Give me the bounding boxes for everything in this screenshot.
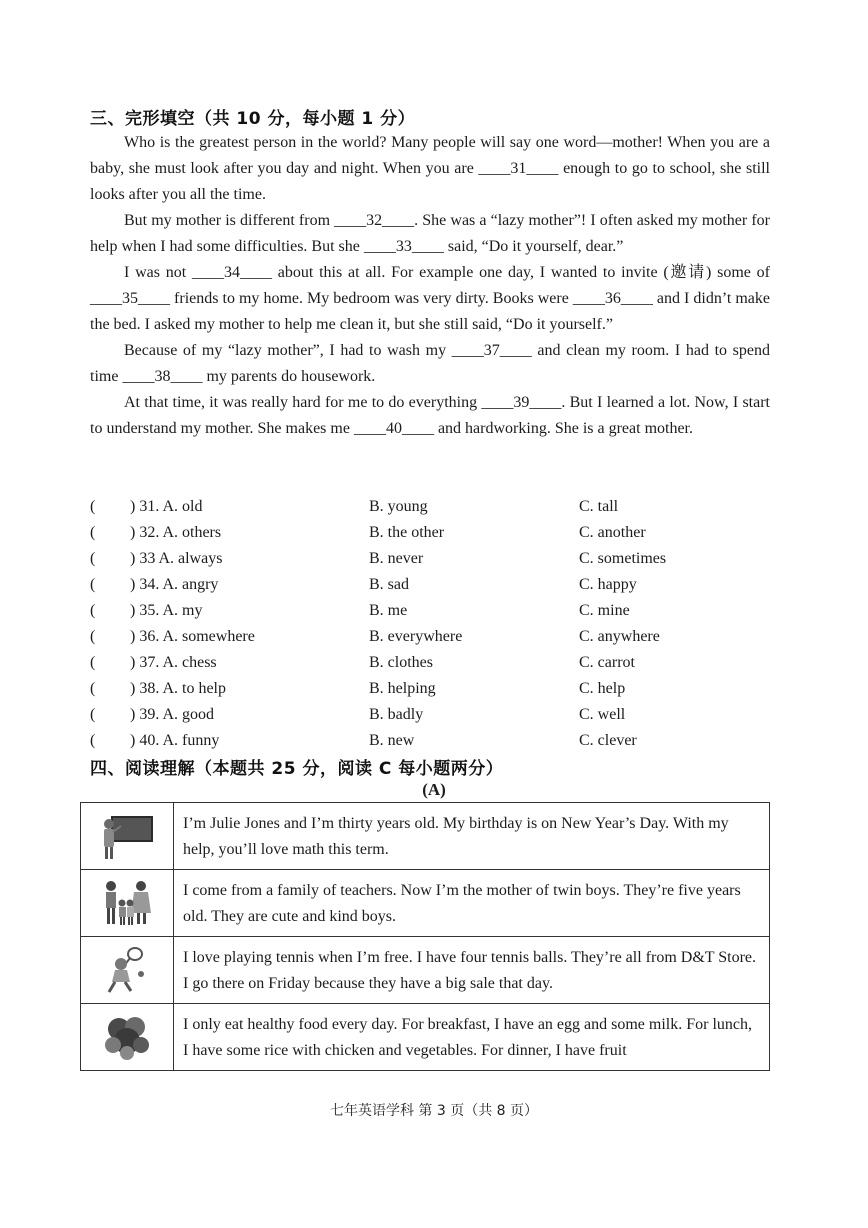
option-c: C. carrot xyxy=(579,654,635,671)
option-row xyxy=(90,702,790,728)
answer-paren: ( xyxy=(90,654,96,671)
option-b: B. the other xyxy=(369,524,445,541)
option-row xyxy=(90,676,790,702)
option-a: ) 37. A. chess xyxy=(130,654,217,671)
tennis-girl-icon xyxy=(97,961,157,978)
answer-paren: ( xyxy=(90,576,96,593)
answer-paren: ( xyxy=(90,706,96,723)
row-text: I love playing tennis when I’m free. I have four tennis balls. They’re all from D&T Store. I go there on Friday because they have a big sale that day. xyxy=(174,937,770,1004)
option-row xyxy=(90,520,790,546)
option-b: B. sad xyxy=(369,576,409,593)
page-footer: 七年英语学科 第 3 页（共 8 页） xyxy=(329,1103,539,1119)
row-text: I only eat healthy food every day. For breakfast, I have an egg and some milk. For lunch, I have some rice with chicken and vegetables. For dinner, I have fruit xyxy=(174,1004,770,1071)
option-a: ) 33 A. always xyxy=(130,550,223,567)
section-3-title: 三、完形填空（共 10 分，每小题 1 分） xyxy=(90,109,416,129)
passage-paragraph-2: But my mother is different from ____32____. She was a “lazy mother”! I often asked my mother for help when I had some difficulties. But she ____33____ said, “Do it yourself, dear.” xyxy=(90,212,770,255)
table-row xyxy=(81,1004,770,1071)
option-c: C. sometimes xyxy=(579,550,667,567)
option-b: B. me xyxy=(369,602,408,619)
answer-paren: ( xyxy=(90,550,96,567)
option-a: ) 38. A. to help xyxy=(130,680,226,697)
option-c: C. clever xyxy=(579,732,637,749)
passage-paragraph-3: I was not ____34____ about this at all. For example one day, I wanted to invite (邀请) some of ____35____ friends to my home. My bedroom was very dirty. Books were ____36____ and I didn’t make the bed. I asked my mother to help me clean it, but she still said, “Do it yourself.” xyxy=(90,264,770,333)
cloze-passage xyxy=(90,130,770,442)
option-b: B. helping xyxy=(369,680,436,697)
table-row xyxy=(81,870,770,937)
option-row xyxy=(90,650,790,676)
option-a: ) 39. A. good xyxy=(130,706,214,723)
option-row xyxy=(90,624,790,650)
answer-paren: ( xyxy=(90,602,96,619)
table-row xyxy=(81,803,770,870)
section-4-title: 四、阅读理解（本题共 25 分，阅读 C 每小题两分） xyxy=(90,759,504,779)
option-c: C. another xyxy=(579,524,646,541)
passage-a-title: (A) xyxy=(422,780,446,799)
option-b: B. never xyxy=(369,550,424,567)
reading-table xyxy=(80,802,770,1071)
answer-paren: ( xyxy=(90,524,96,541)
option-b: B. badly xyxy=(369,706,424,723)
answer-paren: ( xyxy=(90,732,96,749)
option-a: ) 34. A. angry xyxy=(130,576,219,593)
family-icon xyxy=(97,894,157,911)
passage-paragraph-5: At that time, it was really hard for me to do everything ____39____. But I learned a lot. Now, I start to understand my mother. She makes me ____40____ and hardworking. She is a great mother. xyxy=(90,394,770,437)
option-c: C. mine xyxy=(579,602,630,619)
answer-paren: ( xyxy=(90,498,96,515)
table-row xyxy=(81,937,770,1004)
option-c: C. help xyxy=(579,680,626,697)
option-b: B. everywhere xyxy=(369,628,463,645)
option-c: C. well xyxy=(579,706,626,723)
option-a: ) 35. A. my xyxy=(130,602,203,619)
row-text: I’m Julie Jones and I’m thirty years old. My birthday is on New Year’s Day. With my help, you’ll love math this term. xyxy=(174,803,770,870)
healthy-food-icon xyxy=(97,1028,157,1045)
option-b: B. clothes xyxy=(369,654,433,671)
option-row xyxy=(90,494,790,520)
option-a: ) 31. A. old xyxy=(130,498,203,515)
option-a: ) 40. A. funny xyxy=(130,732,220,749)
option-c: C. tall xyxy=(579,498,619,515)
option-row xyxy=(90,572,790,598)
option-row xyxy=(90,598,790,624)
option-row xyxy=(90,728,790,754)
option-a: ) 36. A. somewhere xyxy=(130,628,255,645)
passage-paragraph-4: Because of my “lazy mother”, I had to wash my ____37____ and clean my room. I had to spend time ____38____ my parents do housework. xyxy=(90,342,770,385)
option-b: B. young xyxy=(369,498,428,515)
answer-paren: ( xyxy=(90,680,96,697)
option-c: C. anywhere xyxy=(579,628,660,645)
option-b: B. new xyxy=(369,732,415,749)
passage-paragraph-1: Who is the greatest person in the world? Many people will say one word—mother! When you are a baby, she must look after you day and night. When you are ____31____ enough to go to school, she still looks after you all the time. xyxy=(90,134,770,203)
option-a: ) 32. A. others xyxy=(130,524,222,541)
answer-paren: ( xyxy=(90,628,96,645)
option-row xyxy=(90,546,790,572)
row-text: I come from a family of teachers. Now I’m the mother of twin boys. They’re five years old. They are cute and kind boys. xyxy=(174,870,770,937)
teacher-blackboard-icon xyxy=(97,827,157,844)
option-c: C. happy xyxy=(579,576,637,593)
